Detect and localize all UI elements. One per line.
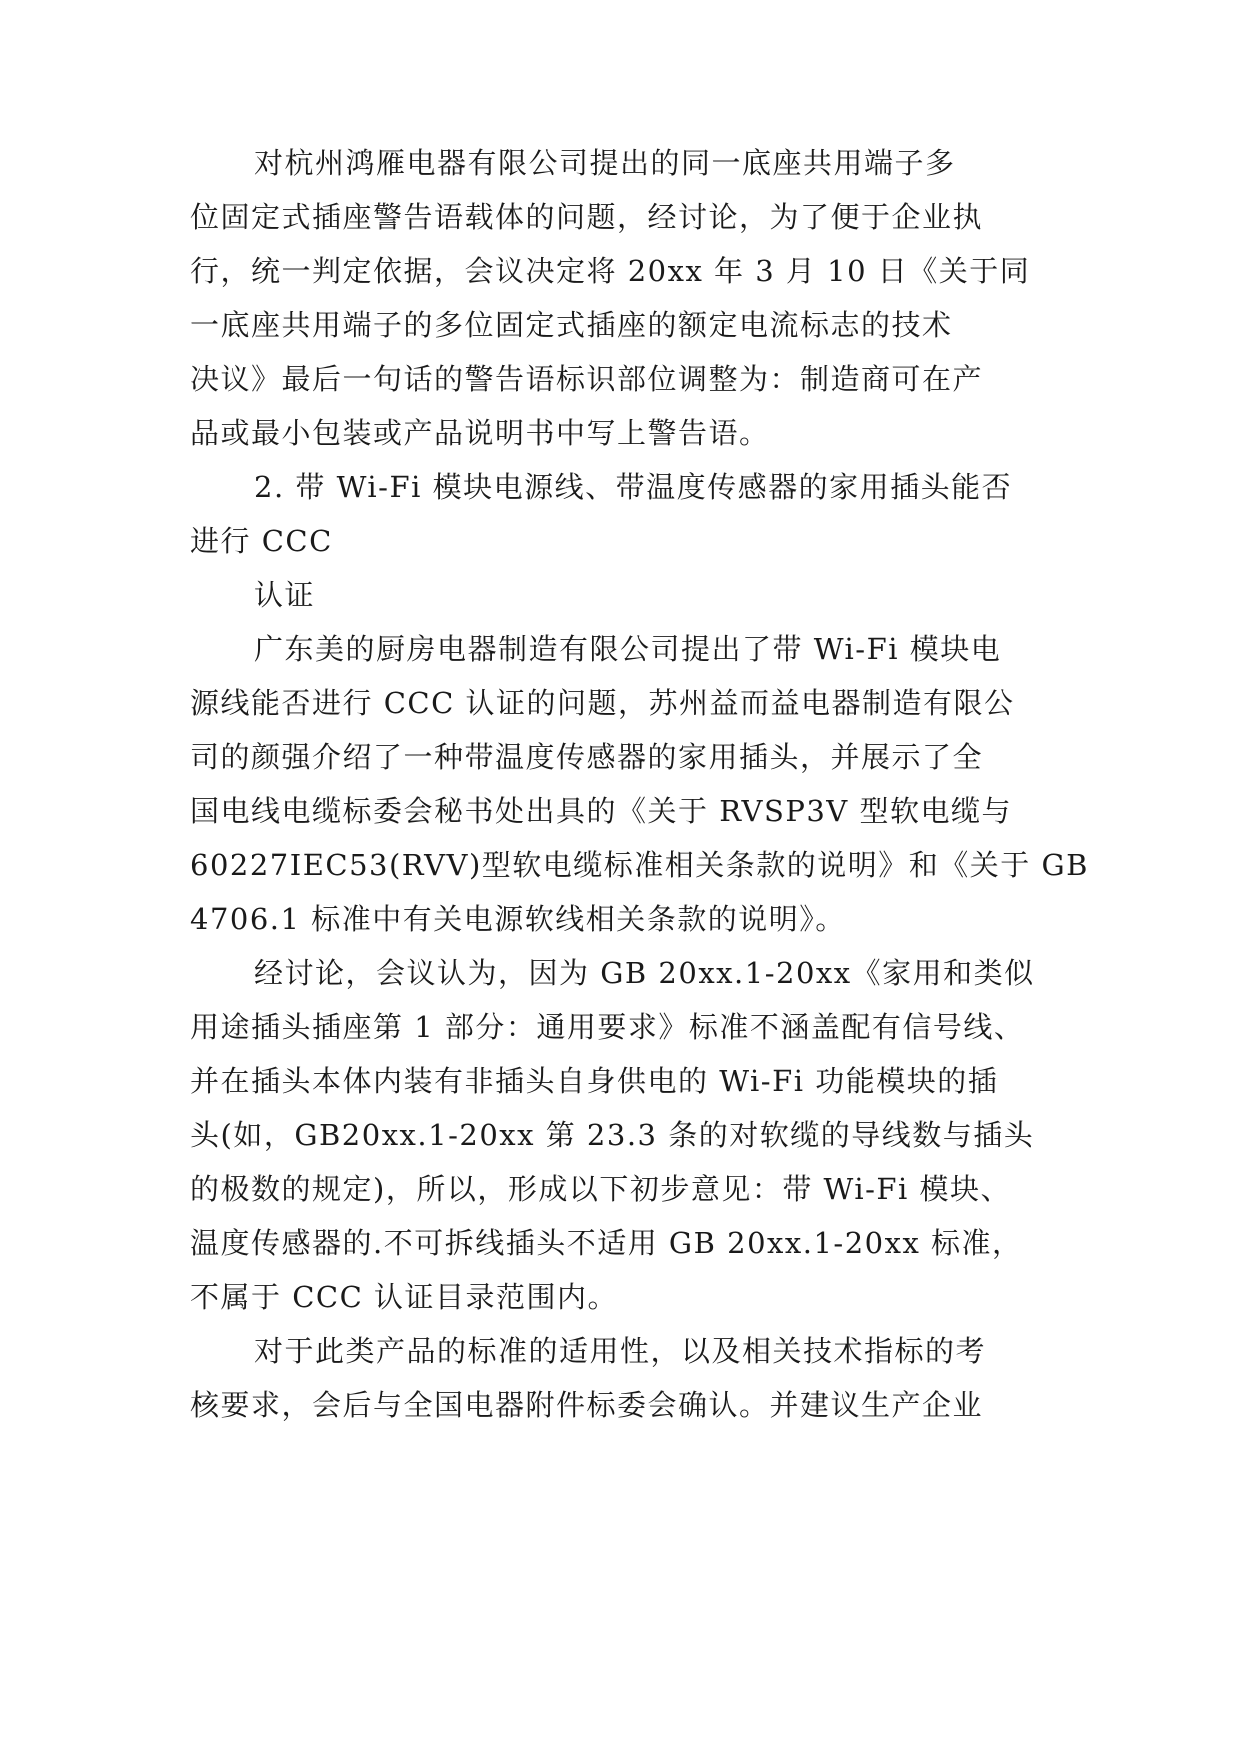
paragraph-line: 一底座共用端子的多位固定式插座的额定电流标志的技术 [190, 308, 953, 342]
section-heading-line: 2. 带 Wi-Fi 模块电源线、带温度传感器的家用插头能否 [254, 470, 1013, 504]
paragraph-line: 源线能否进行 CCC 认证的问题，苏州益而益电器制造有限公 [190, 686, 1015, 720]
paragraph-line: 司的颜强介绍了一种带温度传感器的家用插头，并展示了全 [190, 740, 984, 774]
paragraph-line: 60227IEC53(RVV)型软电缆标准相关条款的说明》和《关于 GB [190, 848, 1089, 882]
paragraph-line: 对于此类产品的标准的适用性，以及相关技术指标的考 [254, 1334, 987, 1368]
paragraph-line: 广东美的厨房电器制造有限公司提出了带 Wi-Fi 模块电 [254, 632, 1002, 666]
paragraph-line: 温度传感器的.不可拆线插头不适用 GB 20xx.1-20xx 标准， [190, 1226, 1023, 1260]
paragraph-line: 国电线电缆标委会秘书处出具的《关于 RVSP3V 型软电缆与 [190, 794, 1012, 828]
paragraph-line: 不属于 CCC 认证目录范围内。 [190, 1280, 619, 1314]
section-heading-line: 认证 [254, 578, 316, 612]
paragraph-line: 对杭州鸿雁电器有限公司提出的同一底座共用端子多 [254, 146, 956, 180]
paragraph-line: 品或最小包装或产品说明书中写上警告语。 [190, 416, 770, 450]
paragraph-line: 核要求，会后与全国电器附件标委会确认。并建议生产企业 [190, 1388, 984, 1422]
paragraph-line: 头(如，GB20xx.1-20xx 第 23.3 条的对软缆的导线数与插头 [190, 1118, 1035, 1152]
section-heading-line: 进行 CCC [190, 524, 333, 558]
paragraph-line: 经讨论，会议认为，因为 GB 20xx.1-20xx《家用和类似 [254, 956, 1035, 990]
paragraph-line: 决议》最后一句话的警告语标识部位调整为：制造商可在产 [190, 362, 984, 396]
paragraph-line: 并在插头本体内装有非插头自身供电的 Wi-Fi 功能模块的插 [190, 1064, 999, 1098]
paragraph-line: 4706.1 标准中有关电源软线相关条款的说明》。 [190, 902, 846, 936]
paragraph-line: 的极数的规定)，所以，形成以下初步意见：带 Wi-Fi 模块、 [190, 1172, 1012, 1206]
paragraph-line: 用途插头插座第 1 部分：通用要求》标准不涵盖配有信号线、 [190, 1010, 1025, 1044]
paragraph-line: 行，统一判定依据，会议决定将 20xx 年 3 月 10 日《关于同 [190, 254, 1031, 288]
paragraph-line: 位固定式插座警告语载体的问题，经讨论，为了便于企业执 [190, 200, 984, 234]
